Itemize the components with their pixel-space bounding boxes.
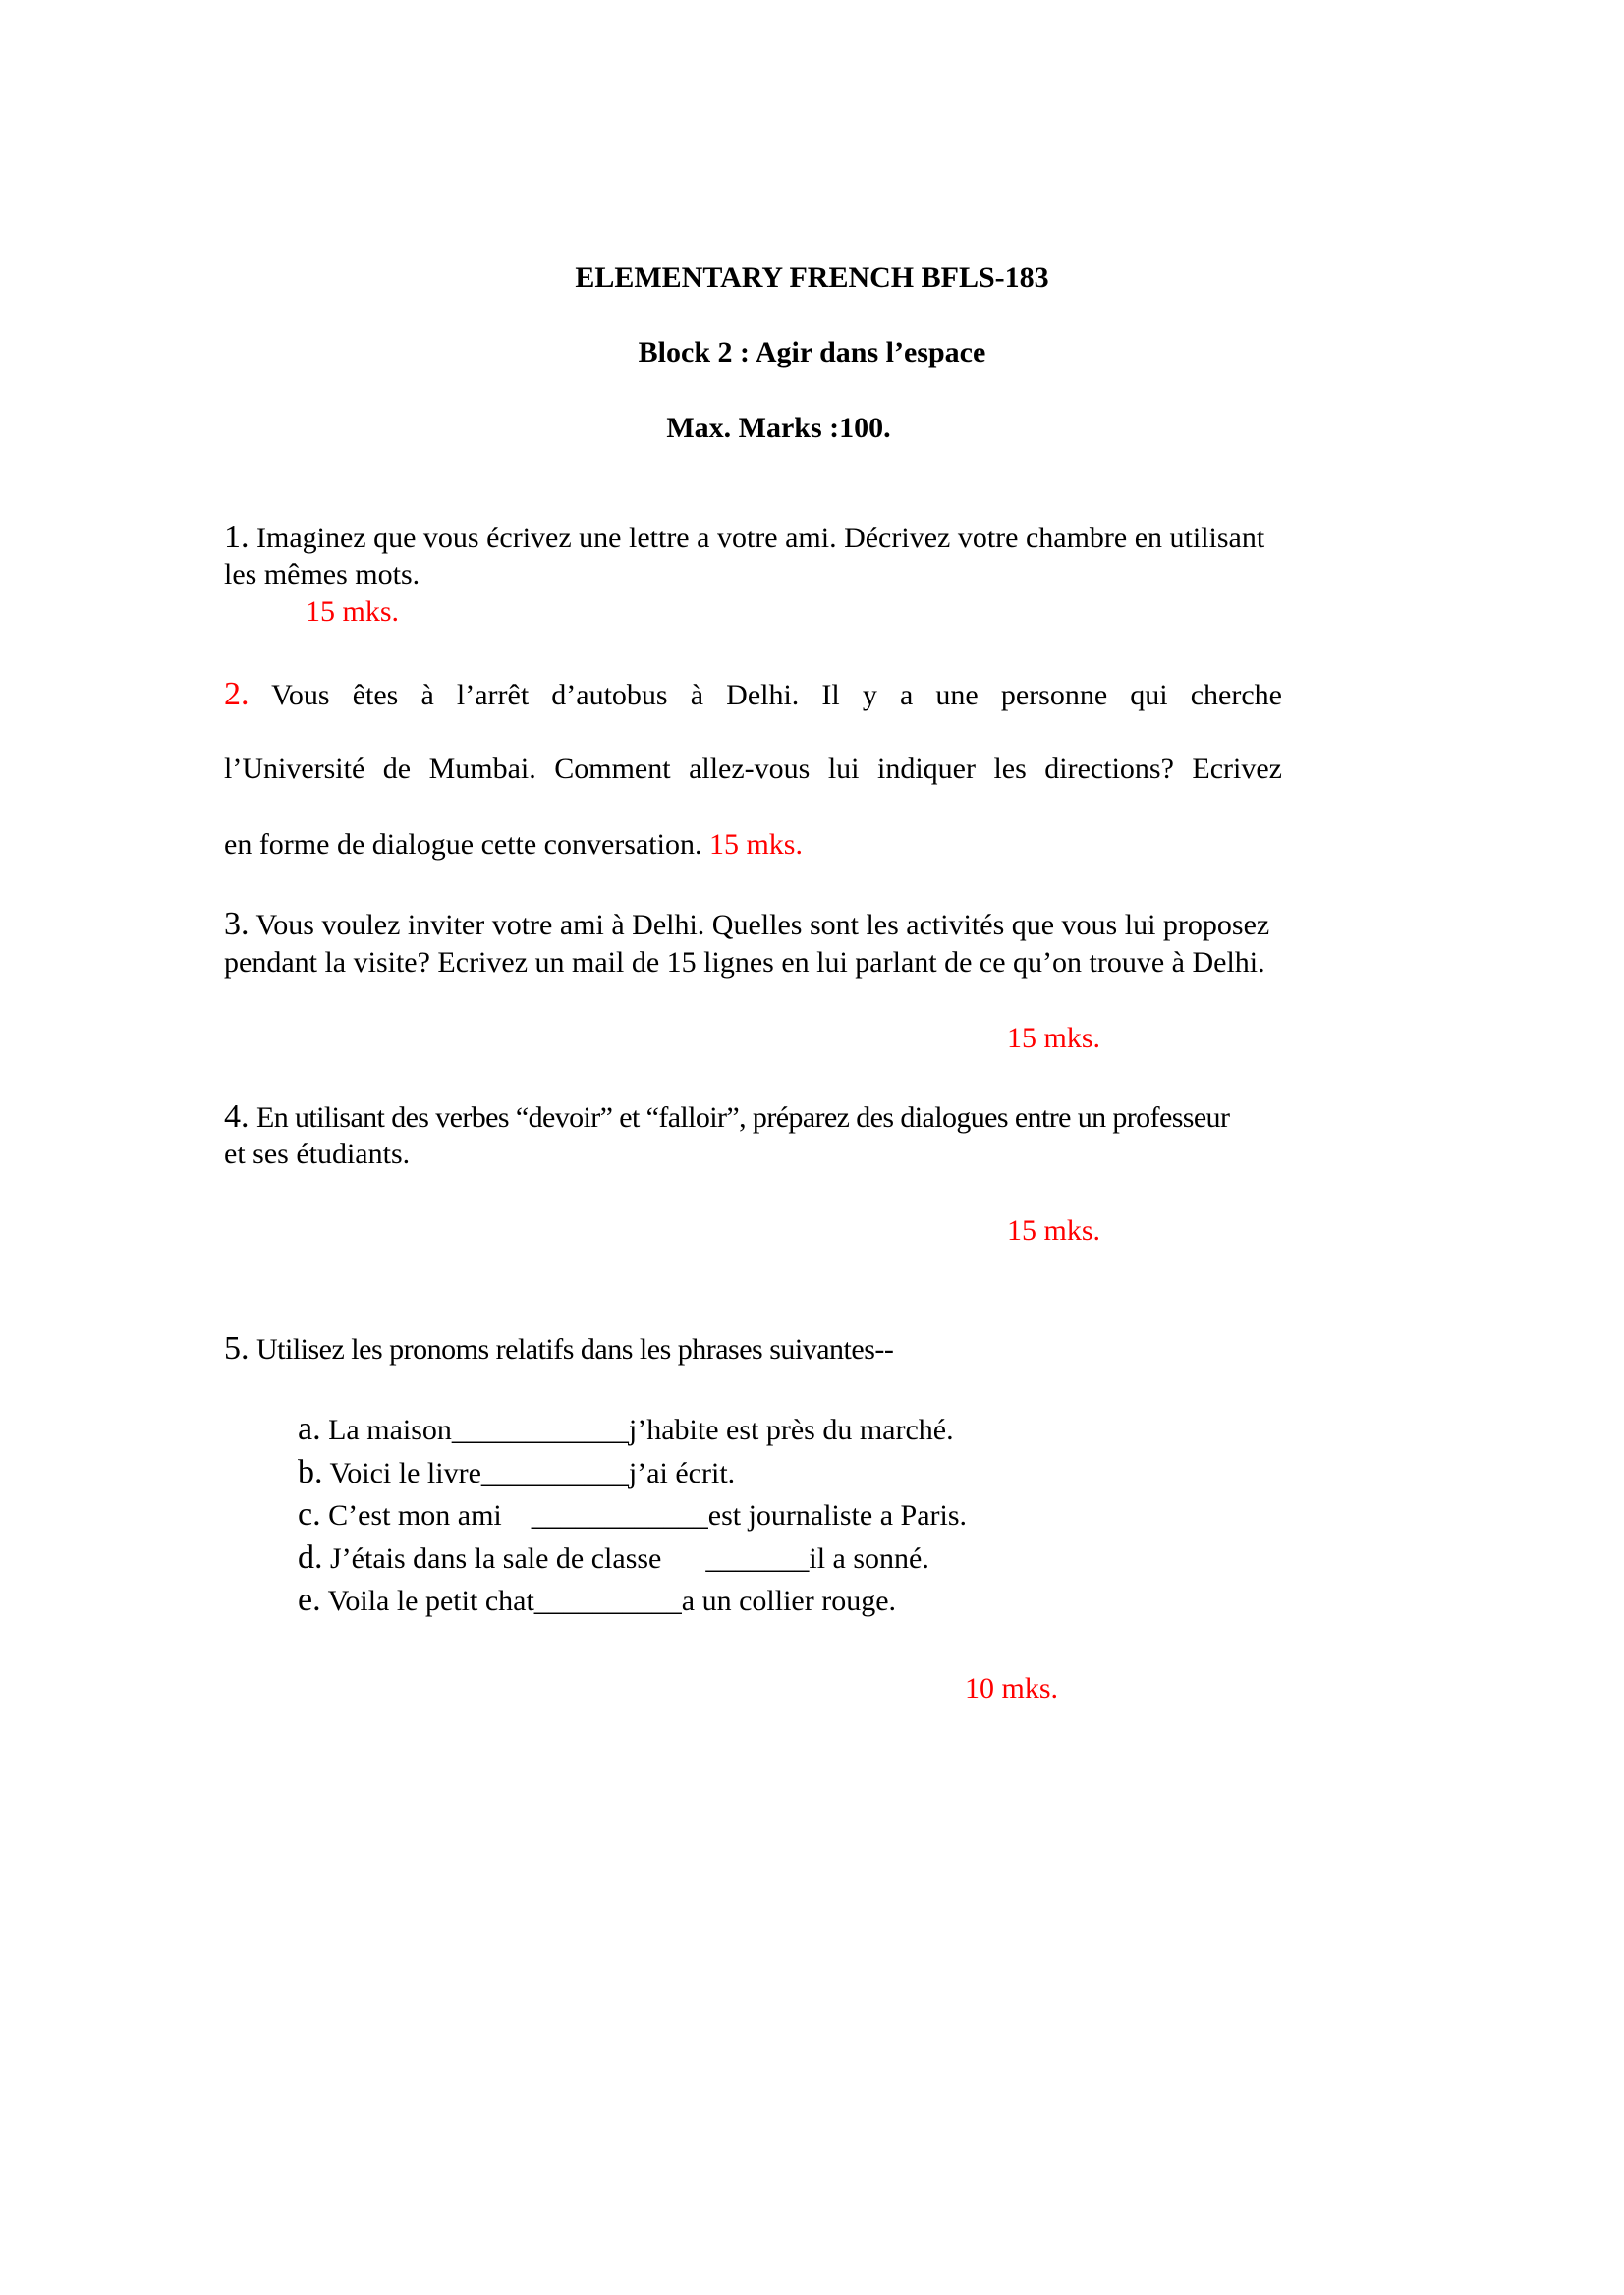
item-marker: b. bbox=[298, 1454, 323, 1490]
item-blank[interactable]: __________ bbox=[533, 1585, 682, 1617]
item-marker: e. bbox=[298, 1582, 321, 1618]
question-1-marks: 15 mks. bbox=[306, 595, 400, 628]
item-marker: d. bbox=[298, 1539, 323, 1576]
question-3-line-1 bbox=[224, 908, 1269, 941]
item-text-before: Voila le petit chat bbox=[327, 1585, 534, 1617]
question-3-line-2: pendant la visite? Ecrivez un mail de 15 lignes en lui parlant de ce qu’on trouve à Delhi. bbox=[224, 946, 1265, 979]
item-text-before: Voici le livre bbox=[329, 1457, 481, 1489]
question-2-line-3 bbox=[224, 830, 803, 860]
question-text: Vous êtes à l’arrêt d’autobus à Delhi. Il y a une personne qui cherche bbox=[271, 679, 1282, 711]
question-number: 3. bbox=[224, 906, 250, 942]
block-title: Block 2 : Agir dans l’espace bbox=[638, 336, 986, 368]
question-5-line-1 bbox=[224, 1332, 893, 1366]
question-text: Utilisez les pronoms relatifs dans les phrases suivantes-- bbox=[256, 1333, 894, 1366]
question-4-line-1 bbox=[224, 1100, 1229, 1134]
question-text: en forme de dialogue cette conversation. bbox=[224, 828, 702, 861]
max-marks: Max. Marks :100. bbox=[666, 412, 891, 444]
question-2-line-1 bbox=[224, 678, 1282, 711]
item-marker: c. bbox=[298, 1496, 321, 1533]
item-text-before: C’est mon ami bbox=[328, 1499, 532, 1532]
item-text-after: j’habite est près du marché. bbox=[628, 1414, 954, 1446]
fill-in-item-e bbox=[298, 1584, 896, 1617]
fill-in-item-c bbox=[298, 1498, 967, 1532]
question-number: 4. bbox=[224, 1098, 250, 1135]
course-title: ELEMENTARY FRENCH BFLS-183 bbox=[575, 261, 1049, 294]
question-3-marks: 15 mks. bbox=[1007, 1022, 1101, 1054]
question-number: 5. bbox=[224, 1330, 250, 1367]
question-text: En utilisant des verbes “devoir” et “falloir”, préparez des dialogues entre un professeur bbox=[256, 1101, 1230, 1134]
question-5-marks: 10 mks. bbox=[965, 1672, 1059, 1705]
question-text: Vous voulez inviter votre ami à Delhi. Quelles sont les activités que vous lui proposez bbox=[255, 909, 1270, 941]
question-number: 2. bbox=[224, 676, 250, 712]
question-1-line-2: les mêmes mots. bbox=[224, 558, 420, 590]
question-number: 1. bbox=[224, 519, 250, 555]
question-4-marks: 15 mks. bbox=[1007, 1214, 1101, 1247]
question-2-line-2: l’Université de Mumbai. Comment allez-vous lui indiquer les directions? Ecrivez bbox=[224, 753, 1282, 785]
item-text-before: La maison bbox=[328, 1414, 452, 1446]
question-1-line-1 bbox=[224, 521, 1264, 554]
item-text-after: j’ai écrit. bbox=[628, 1457, 736, 1489]
item-text-after: est journaliste a Paris. bbox=[707, 1499, 968, 1532]
question-text: Imaginez que vous écrivez une lettre a votre ami. Décrivez votre chambre en utilisant bbox=[256, 522, 1265, 554]
item-blank[interactable]: ____________ bbox=[451, 1414, 629, 1446]
item-text-after: il a sonné. bbox=[809, 1542, 929, 1575]
fill-in-item-a bbox=[298, 1413, 954, 1446]
item-text-before: J’étais dans la sale de classe bbox=[330, 1542, 706, 1575]
fill-in-item-b bbox=[298, 1456, 735, 1489]
question-2-marks: 15 mks. bbox=[708, 828, 803, 861]
item-marker: a. bbox=[298, 1411, 321, 1447]
fill-in-item-d bbox=[298, 1541, 929, 1575]
item-text-after: a un collier rouge. bbox=[681, 1585, 897, 1617]
item-blank[interactable]: _______ bbox=[705, 1542, 810, 1575]
question-4-line-2: et ses étudiants. bbox=[224, 1138, 411, 1170]
item-blank[interactable]: __________ bbox=[480, 1457, 629, 1489]
item-blank[interactable]: ____________ bbox=[531, 1499, 708, 1532]
